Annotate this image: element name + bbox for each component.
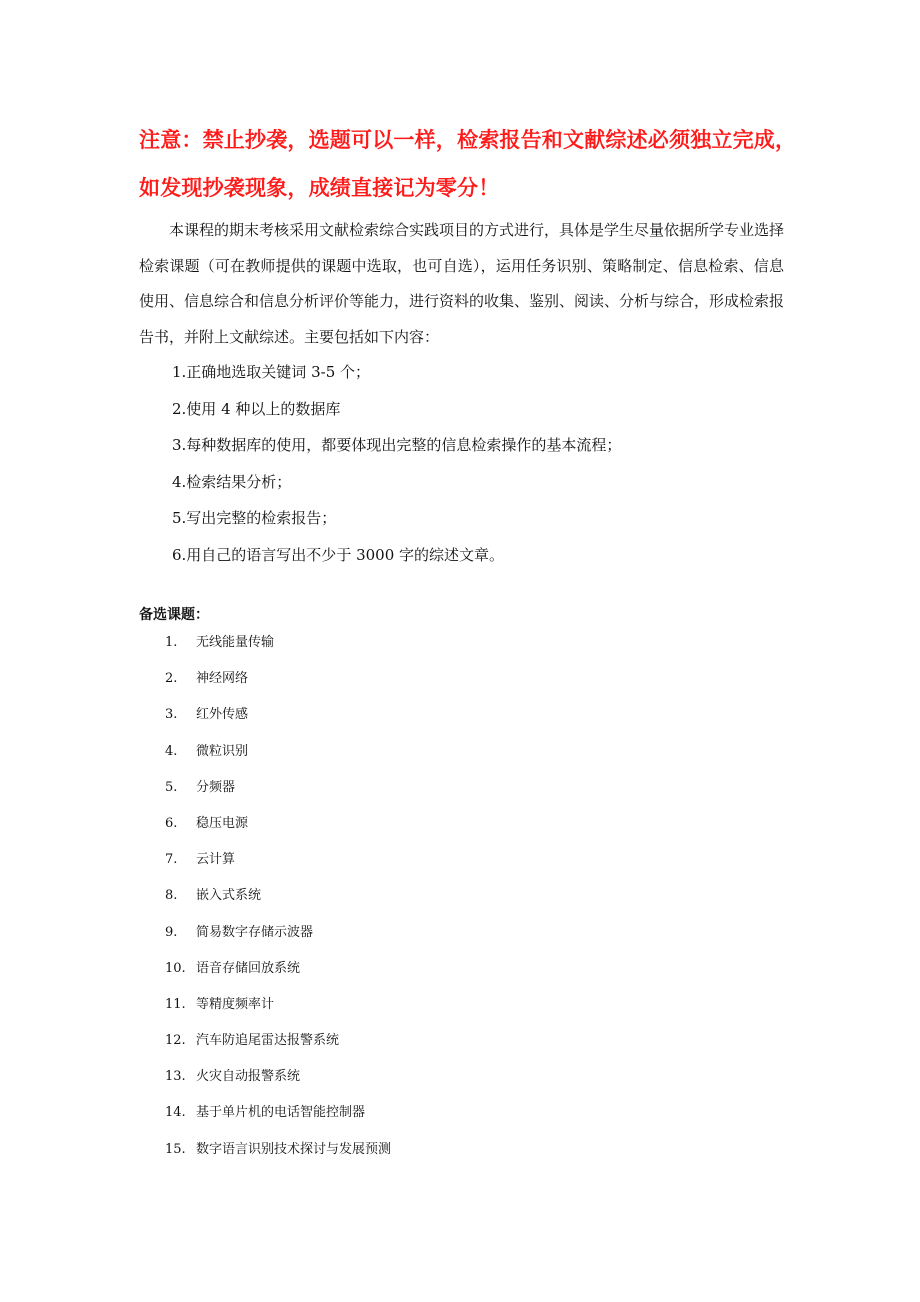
topic-title: 微粒识别 xyxy=(196,743,249,759)
topic-item xyxy=(165,1132,391,1168)
topic-title: 嵌入式系统 xyxy=(196,888,262,904)
topic-item xyxy=(165,987,391,1023)
topic-title: 红外传感 xyxy=(196,707,249,723)
requirement-item: 5.写出完整的检索报告； xyxy=(172,509,337,527)
topic-item xyxy=(165,661,391,697)
topic-number: 15. xyxy=(165,1141,186,1157)
topic-item xyxy=(165,734,391,770)
topic-title: 分频器 xyxy=(196,779,236,795)
requirement-item: 3.每种数据库的使用，都要体现出完整的信息检索操作的基本流程； xyxy=(172,436,622,454)
topic-item xyxy=(165,951,391,987)
warning-line-2: 如发现抄袭现象，成绩直接记为零分！ xyxy=(139,175,500,200)
topic-title: 等精度频率计 xyxy=(196,996,275,1012)
topic-number: 3. xyxy=(165,707,178,723)
topic-number: 7. xyxy=(165,852,178,868)
topics-list xyxy=(165,625,391,1168)
topic-title: 数字语言识别技术探讨与发展预测 xyxy=(196,1141,392,1157)
topic-title: 稳压电源 xyxy=(196,815,249,831)
topic-item xyxy=(165,842,391,878)
topic-number: 13. xyxy=(165,1069,186,1085)
requirements-list xyxy=(172,354,621,573)
topic-number: 11. xyxy=(165,996,186,1012)
warning-line-1: 注意：禁止抄袭，选题可以一样，检索报告和文献综述必须独立完成， xyxy=(139,127,797,152)
topic-number: 5. xyxy=(165,779,178,795)
requirement-item: 2.使用 4 种以上的数据库 xyxy=(172,399,341,418)
topic-title: 云计算 xyxy=(196,852,236,868)
topic-title: 火灾自动报警系统 xyxy=(196,1069,301,1085)
topic-title: 基于单片机的电话智能控制器 xyxy=(196,1105,366,1121)
topic-title: 简易数字存储示波器 xyxy=(196,924,314,940)
topic-title: 汽车防追尾雷达报警系统 xyxy=(196,1033,340,1049)
topic-item xyxy=(165,697,391,733)
topic-item xyxy=(165,806,391,842)
topic-item xyxy=(165,1059,391,1095)
intro-paragraph: 本课程的期末考核采用文献检索综合实践项目的方式进行，具体是学生尽量依据所学专业选择检索课题（可在教师提供的课题中选取，也可自选），运用任务识别、策略制定、信息检索、信息使用、信息综合和信息分析评价等能力，进行资料的收集、鉴别、阅读、分析与综合，形成检索报告书，并附上文献综述。主要包括如下内容： xyxy=(139,221,785,346)
requirement-item: 6.用自己的语言写出不少于 3000 字的综述文章。 xyxy=(172,545,505,564)
topic-item xyxy=(165,770,391,806)
topic-item xyxy=(165,1095,391,1131)
topics-heading: 备选课题： xyxy=(139,607,209,623)
topic-number: 14. xyxy=(165,1105,186,1121)
topic-title: 神经网络 xyxy=(196,671,249,687)
requirement-item: 1.正确地选取关键词 3-5 个； xyxy=(172,363,371,381)
topic-number: 6. xyxy=(165,815,178,831)
topic-title: 无线能量传输 xyxy=(196,635,275,650)
topic-number: 4. xyxy=(165,743,178,759)
topic-number: 9. xyxy=(165,924,178,940)
topic-number: 2. xyxy=(165,671,178,687)
topic-item xyxy=(165,625,391,661)
topic-title: 语音存储回放系统 xyxy=(196,960,301,976)
topic-item xyxy=(165,1023,391,1059)
topic-number: 10. xyxy=(165,960,186,976)
topic-number: 1. xyxy=(165,635,178,650)
topic-item xyxy=(165,878,391,914)
topic-number: 8. xyxy=(165,888,178,904)
topic-item xyxy=(165,915,391,951)
requirement-item: 4.检索结果分析； xyxy=(172,472,292,491)
topic-number: 12. xyxy=(165,1033,186,1049)
